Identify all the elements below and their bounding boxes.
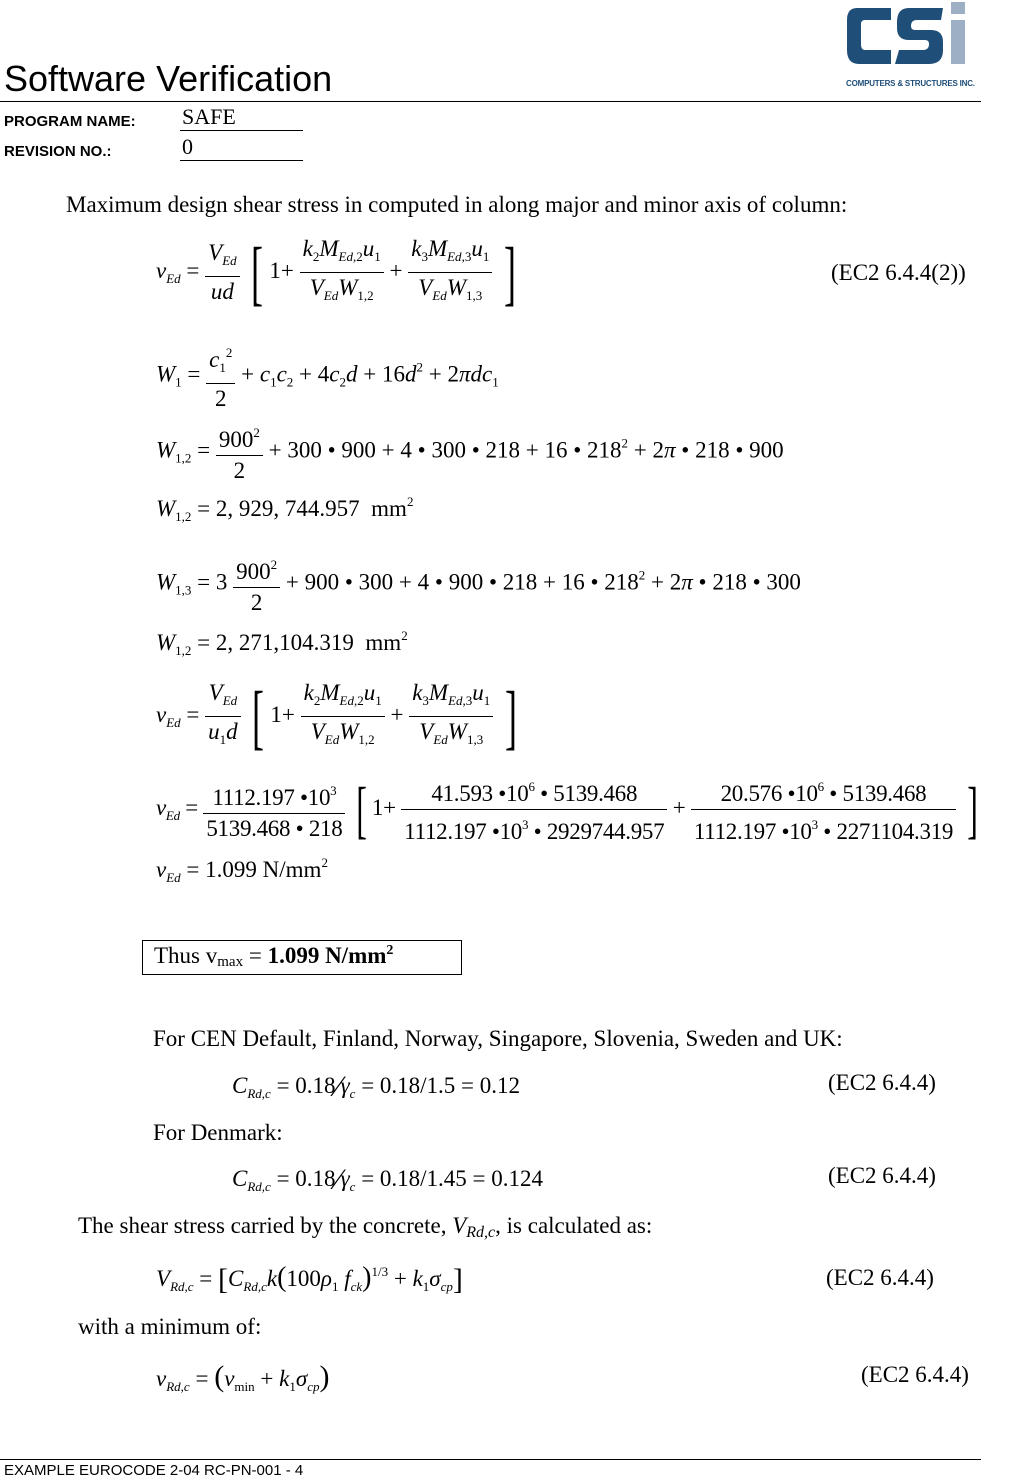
shear-stress-text: The shear stress carried by the concrete, VRd,c, is calculated as: bbox=[78, 1213, 653, 1241]
equation-vrdc-min: $v_{Rd,c} = (v_{min} + k_1\sigma_{cp})$ bbox=[156, 1360, 330, 1394]
equation-ref-ec2-6-4-4-2: (EC2 6.4.4(2)) bbox=[831, 260, 966, 285]
minimum-text: with a minimum of: bbox=[78, 1314, 262, 1339]
equation-w12-substitution: $W_{1,2}$ = $\frac{900^2}{2}$ + 300 • 900 + 4 • 300 • 218 + 16 • $218^2 + 2\pi$ • 218 • 900 bbox=[156, 418, 784, 486]
intro-text: Maximum design shear stress in computed in along major and minor axis of column: bbox=[66, 192, 848, 217]
equation-ved-general: $v_{Ed}$ = $\frac{V_{Ed}}{ud}$ [ 1+ $\frac{k_2M_{Ed,2}u_1}{V_{Ed}W_{1,2}}$ + $\frac{k_3M_{Ed,3}u_1}{V_{Ed}W_{1,3}}$ ] bbox=[156, 232, 517, 313]
equation-w13-substitution: $W_{1,3} = 3$ $\frac{900^2}{2}$ + 900 • 300 + 4 • 900 • 218 + 16 • $218^2 + 2\pi$ • 218 • 300 bbox=[156, 550, 801, 618]
result-box-sup: 2 bbox=[386, 943, 394, 958]
program-name-value: SAFE bbox=[180, 104, 303, 131]
revision-value: 0 bbox=[180, 134, 303, 161]
crdc-cen-rhs: = 0.18/1.5 = 0.12 bbox=[361, 1073, 521, 1098]
result-box-eq: = bbox=[243, 943, 268, 968]
ved-result-value: 1.099 N/mm bbox=[205, 857, 322, 882]
equation-vrdc: $V_{Rd,c} = [C_{Rd,c}k(100\rho_1$ $f_{ck})^{1/3} + k_1\sigma_{cp}$] bbox=[156, 1262, 463, 1296]
result-box-text bbox=[154, 943, 393, 971]
csi-logo bbox=[843, 0, 973, 92]
result-box-sub: max bbox=[217, 954, 244, 970]
equation-crdc-denmark: $C_{Rd,c}$ = $0.18⁄\gamma_c = 0.18/1.45 = 0.124$ bbox=[232, 1163, 544, 1196]
result-box-prefix: Thus v bbox=[154, 943, 218, 968]
equation-ved-result: $v_{Ed} = 1.099$ $N/mm^2$ bbox=[156, 855, 328, 885]
result-box-value: 1.099 N/mm bbox=[267, 943, 387, 968]
w13-value: 2, 271,104.319 bbox=[215, 630, 354, 655]
cen-default-text: For CEN Default, Finland, Norway, Singapore, Slovenia, Sweden and UK: bbox=[153, 1026, 843, 1051]
equation-w12-result: $W_{1,2} = 2$, 929, 744.957 $mm^2$ bbox=[156, 494, 414, 524]
w12-value: 2, 929, 744.957 bbox=[215, 496, 360, 521]
denmark-text: For Denmark: bbox=[153, 1120, 283, 1145]
footer-rule bbox=[0, 1459, 981, 1460]
equation-ref-cen: (EC2 6.4.4) bbox=[828, 1070, 936, 1095]
equation-ref-min: (EC2 6.4.4) bbox=[861, 1362, 969, 1387]
equation-w1-definition: $W_1$ = $\frac{c_1^2}{2}$ + $c_1c_2 + 4c_2d + 16d^2 + 2\pi dc_1$ bbox=[156, 338, 499, 414]
revision-label: REVISION NO.: bbox=[4, 143, 112, 160]
equation-ved-substitution: $v_{Ed}$ = $\frac{1112.197 •10^3}{5139.468 • 218}$ [ 1+ $\frac{41.593 •10^6 • 5139.468}{1112.197 •10^3 • 2929744.957}$ + $\frac{20.576 •10^6 • 5139.468}{1112.197 •10^3 • 2271104.319}$ ] bbox=[156, 772, 983, 847]
page-title: Software Verification bbox=[4, 58, 333, 99]
equation-ref-denmark: (EC2 6.4.4) bbox=[828, 1163, 936, 1188]
equation-w13-result: $W_{1,2} = 2$, 271,104.319 $mm^2$ bbox=[156, 628, 408, 658]
crdc-denmark-rhs: = 0.18/1.45 = 0.124 bbox=[361, 1166, 544, 1191]
equation-crdc-cen: $C_{Rd,c}$ = $0.18⁄\gamma_c = 0.18/1.5 = 0.12$ bbox=[232, 1070, 521, 1103]
equation-ved-u1d: $v_{Ed}$ = $\frac{V_{Ed}}{u_1d}$ [ 1+ $\frac{k_2M_{Ed,2}u_1}{V_{Ed}W_{1,2}}$ + $\frac{k_3M_{Ed,3}u_1}{V_{Ed}W_{1,3}}$ ] bbox=[156, 676, 518, 757]
footer-text: EXAMPLE EUROCODE 2-04 RC-PN-001 - 4 bbox=[4, 1462, 304, 1479]
header-rule bbox=[0, 101, 981, 102]
program-name-label: PROGRAM NAME: bbox=[4, 113, 136, 130]
equation-ref-vrdc: (EC2 6.4.4) bbox=[826, 1265, 934, 1290]
logo-caption: COMPUTERS & STRUCTURES INC. bbox=[846, 79, 975, 88]
